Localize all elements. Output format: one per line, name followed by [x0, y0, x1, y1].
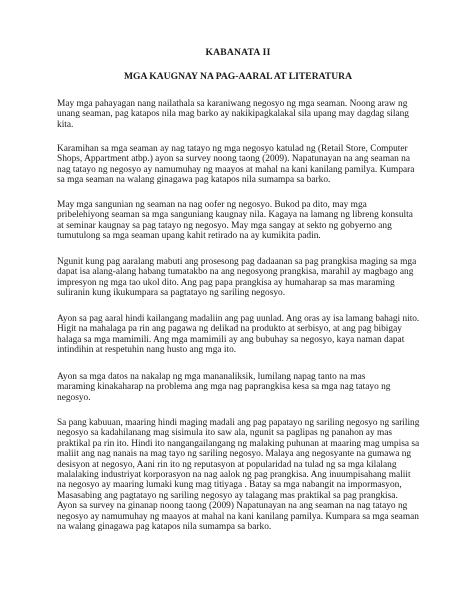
paragraph-line: Sa pang kabuuan, maaring hindi maging madali ang pag papatayo ng sariling negosyo ng sariling: [57, 418, 420, 428]
paragraph-line: negosyo sa kadahilanang mag sisimula ito saw ala, ngunit sa paglipas ng panahon ay mas: [57, 428, 393, 439]
paragraph-line: na negosyo ay maaring lumaki kung mag titiyaga . Batay sa mga nabangit na impormasyon,: [57, 480, 402, 491]
paragraph-line: Higit na mahalaga pa rin ang pagawa ng delikad na produkto at serbisyo, at ang pag bibigay: [57, 324, 402, 335]
paragraph-line: kita.: [57, 119, 74, 130]
paragraph-1: [57, 99, 419, 130]
paragraph-line: pribelehiyong seaman sa mga sanguniang kaugnay nila. Kagaya na lamang ng libreng konsulta: [57, 210, 413, 221]
paragraph-line: unang seaman, pag katapos nila mag barko ay nakikipagkalakal sila upang may dagdag silang: [57, 109, 409, 120]
paragraph-line: suliranin kung ikukumpara sa pagtatayo ng sariling negosyo.: [57, 288, 286, 299]
paragraph-line: Karamihan sa mga seaman ay nag tatayo ng mga negosyo katulad ng (Retail Store, Computer: [57, 144, 408, 154]
chapter-heading: KABANATA II: [205, 47, 271, 58]
paragraph-line: Ayon sa mga datos na nakalap ng mga mananaliksik, lumilang napag tanto na mas: [57, 372, 366, 382]
paragraph-line: desisyon at negosyo, Aani rin ito ng reputasyon at popularidad na tulad ng sa mga kilalang: [57, 459, 397, 470]
document-page: [57, 46, 420, 533]
paragraph-line: nag tatayo ng negosyo ay namumuhay ng maayos at mahal na kani kanilang pamilya. Kumpara: [57, 164, 415, 175]
paragraph-line: maliit ang nag nanais na mag tayo ng sariling negosyo. Malaya ang negosyante na gumawa ng: [57, 449, 412, 460]
paragraph-6: [57, 372, 419, 403]
paragraph-line: negosyo ay namumuhay ng maayos at mahal na kani kanilang pamilya. Kumpara sa mga seaman: [57, 511, 419, 522]
paragraph-line: Masasabing ang pagtatayo ng sariling negosyo ay talagang mas praktikal sa pag prangkisa.: [57, 490, 398, 501]
paragraph-line: May mga sangunian ng seaman na nag oofer ng negosyo. Bukod pa dito, may mga: [57, 200, 367, 210]
paragraph-line: praktikal pa rin ito. Hindi ito nangangailangang ng malaking puhunan at maaring mag umpisa sa: [57, 438, 420, 449]
paragraph-line: sa mga seaman na walang ginagawa pag katapos nila sumampa sa barko.: [57, 175, 331, 186]
paragraph-line: halaga sa mga mamimili. Ang mga mamimili ay ang bubuhay sa negosyo, kaya naman dapat: [57, 334, 405, 345]
paragraph-line: impresyon ng mga tao ukol dito. Ang pag papa prangkisa ay humaharap sa mas maraming: [57, 277, 395, 288]
paragraph-line: dapat isa alang-alang habang tumatakbo na ang negosyong prangkisa, marahil ay magbago ang: [57, 267, 414, 278]
paragraph-line: May mga pahayagan nang nailathala sa karaniwang negosyo ng mga seaman. Noong araw ng: [57, 99, 408, 109]
paragraph-7: [57, 418, 419, 532]
paragraph-line: maraming kinakaharap na problema ang mga nag paprangkisa kesa sa mga nag tatayo ng: [57, 382, 391, 393]
paragraph-line: negosyo.: [57, 392, 91, 403]
paragraph-line: at seminar kaugnay sa pag tatayo ng negosyo. May mga sangay at sekto ng gobyerno ang: [57, 220, 392, 231]
paragraph-line: Shops, Appartment atbp.) ayon sa survey noong taong (2009). Napatunayan na ang seaman na: [57, 154, 411, 165]
paragraph-line: intindihin at respetuhin nang husto ang mga ito.: [57, 345, 237, 356]
paragraph-2: [57, 144, 419, 186]
paragraph-3: [57, 200, 419, 242]
paragraph-line: tumutulong sa mga seaman upang kahit retirado na ay kumikita padin.: [57, 231, 321, 242]
paragraph-5: [57, 314, 419, 356]
chapter-title: MGA KAUGNAY NA PAG-AARAL AT LITERATURA: [123, 71, 353, 82]
paragraph-line: Ayon sa survey na ginanap noong taong (2009) Napatunayan na ang seaman na nag tatayo ng: [57, 501, 408, 512]
paragraph-line: Ayon sa pag aaral hindi kailangang madaliin ang pag uunlad. Ang oras ay isa lamang bahagi nito.: [57, 314, 420, 324]
paragraph-line: malalaking industriyat korporasyon na nag aalok ng pag prangkisa. Ang inuumpisahang maliit: [57, 470, 411, 481]
paragraph-line: na walang ginagawa pag katapos nila sumampa sa barko.: [57, 522, 272, 533]
paragraph-4: [57, 257, 419, 299]
paragraph-line: Ngunit kung pag aaralang mabuti ang prosesong pag dadaanan sa pag prangkisa maging sa mga: [57, 257, 417, 267]
